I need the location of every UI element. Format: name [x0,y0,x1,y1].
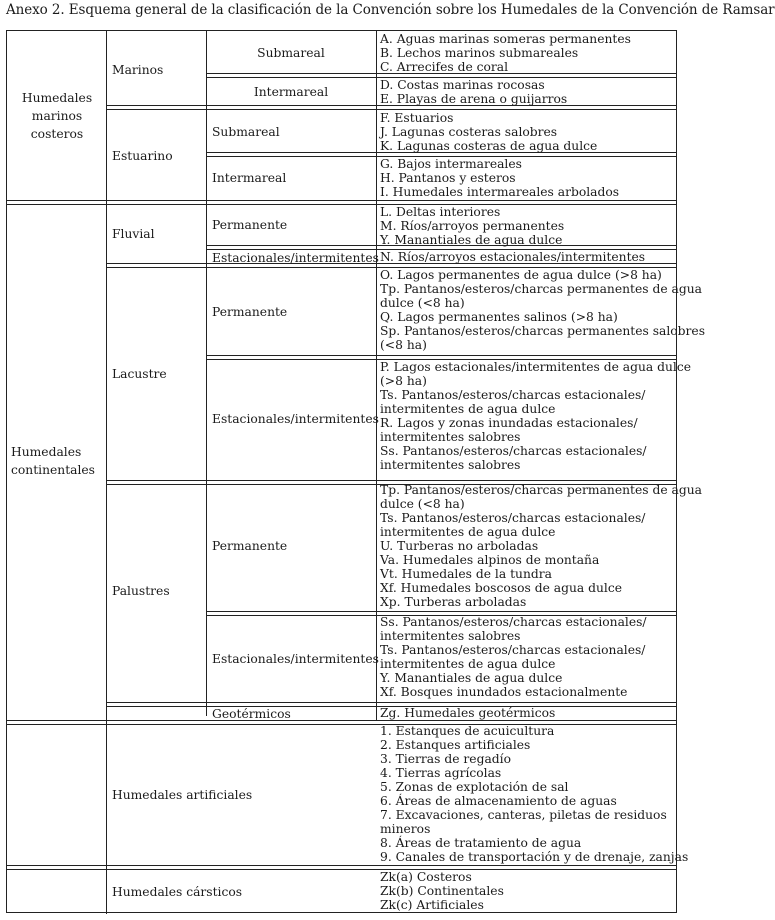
subcategory-estuarino: Estuarino [112,149,173,163]
list-item: H. Pantanos y esteros [380,171,516,185]
list-item: 4. Tierras agrícolas [380,766,502,780]
list-item: O. Lagos permanentes de agua dulce (>8 ha) [380,268,662,282]
list-item: Va. Humedales alpinos de montaña [380,553,600,567]
list-item: 2. Estanques artificiales [380,738,531,752]
col-divider-3 [376,31,377,721]
section-rule [7,720,676,721]
list-item: (<8 ha) [380,338,427,352]
list-item: Tp. Pantanos/esteros/charcas permanentes de agua [380,483,702,497]
list-artificiales [380,724,688,864]
subcategory-fluvial: Fluvial [112,227,155,241]
list-lacustre-estacionales [380,360,691,472]
list-item: Xp. Turberas arboladas [380,595,527,609]
list-item: Ss. Pantanos/esteros/charcas estacionales/ [380,615,647,629]
list-item: Ss. Pantanos/esteros/charcas estacionales/ [380,444,647,458]
list-item: Ts. Pantanos/esteros/charcas estacionales/ [380,643,646,657]
col-divider-2 [206,31,207,716]
list-item: Zk(c) Artificiales [380,898,484,912]
list-item: intermitentes de agua dulce [380,402,556,416]
subcategory-marinos: Marinos [112,63,164,77]
list-item: intermitentes salobres [380,430,521,444]
list-palustres-permanente [380,483,702,609]
type-estacionales-intermitentes: Estacionales/intermitentes [212,412,379,426]
list-item: U. Turberas no arboladas [380,539,539,553]
list-item: 7. Excavaciones, canteras, piletas de residuos [380,808,667,822]
type-estacionales-intermitentes: Estacionales/intermitentes [212,652,379,666]
list-item: G. Bajos intermareales [380,157,522,171]
subcategory-humedales-artificiales: Humedales artificiales [112,788,253,802]
list-item: intermitentes salobres [380,458,521,472]
list-item: Sp. Pantanos/esteros/charcas permanentes salobres [380,324,706,338]
col-divider-1 [106,31,107,914]
list-item: 8. Áreas de tratamiento de agua [380,836,582,850]
list-item: Y. Manantiales de agua dulce [380,671,563,685]
list-carsticos [380,870,504,912]
list-item: F. Estuarios [380,111,454,125]
list-item: A. Aguas marinas someras permanentes [380,32,631,46]
row-rule [106,480,676,481]
row-rule [106,109,676,110]
list-item: 3. Tierras de regadío [380,752,511,766]
list-item: N. Ríos/arroyos estacionales/intermitentes [380,250,646,264]
list-marinos-intermareal [380,78,567,106]
section-rule [7,865,676,866]
list-item: E. Playas de arena o guijarros [380,92,568,106]
category-humedales-marinos-costeros: Humedales marinos costeros [21,91,93,141]
row-rule [206,355,676,356]
row-rule [206,611,676,612]
list-fluvial-estacionales [380,250,645,264]
list-item: L. Deltas interiores [380,205,501,219]
list-item: dulce (<8 ha) [380,497,465,511]
list-item: mineros [380,822,431,836]
list-item: 9. Canales de transportación y de drenaje, zanjas [380,850,689,864]
subcategory-lacustre: Lacustre [112,367,167,381]
type-estacionales-intermitentes: Estacionales/intermitentes [212,251,379,265]
list-item: intermitentes de agua dulce [380,525,556,539]
list-item: Q. Lagos permanentes salinos (>8 ha) [380,310,618,324]
list-item: Xf. Bosques inundados estacionalmente [380,685,628,699]
list-lacustre-permanente [380,268,705,352]
type-intermareal: Intermareal [253,85,329,99]
list-palustres-estacionales [380,615,647,699]
type-intermareal: Intermareal [212,171,287,185]
list-item: Vt. Humedales de la tundra [380,567,552,581]
list-item: 6. Áreas de almacenamiento de aguas [380,794,617,808]
list-item: 5. Zonas de explotación de sal [380,780,569,794]
list-item: B. Lechos marinos submareales [380,46,579,60]
subcategory-humedales-carsticos: Humedales cársticos [112,885,243,899]
type-permanente: Permanente [212,539,288,553]
list-item: Y. Manantiales de agua dulce [380,233,563,247]
list-estuarino-intermareal [380,157,619,199]
subcategory-palustres: Palustres [112,584,170,598]
list-item: Zk(b) Continentales [380,884,504,898]
list-item: 1. Estanques de acuicultura [380,724,555,738]
list-estuarino-submareal [380,111,597,153]
list-item: R. Lagos y zonas inundadas estacionales/ [380,416,638,430]
type-submareal: Submareal [212,125,280,139]
list-item: K. Lagunas costeras de agua dulce [380,139,598,153]
type-permanente: Permanente [212,305,288,319]
list-item: (>8 ha) [380,374,427,388]
list-geotermicos [380,706,555,720]
section-rule [7,869,676,870]
category-humedales-continentales: Humedales continentales [11,445,95,477]
list-item: Ts. Pantanos/esteros/charcas estacionales/ [380,388,646,402]
table-title: Anexo 2. Esquema general de la clasificación de la Convención sobre los Humedales de la Convención de Ramsar [6,2,775,18]
list-item: J. Lagunas costeras salobres [380,125,558,139]
classification-table [6,30,706,913]
list-item: Ts. Pantanos/esteros/charcas estacionales/ [380,511,646,525]
list-item: D. Costas marinas rocosas [380,78,545,92]
list-item: P. Lagos estacionales/intermitentes de agua dulce [380,360,692,374]
list-fluvial-permanente [380,205,564,247]
list-marinos-submareal [380,32,631,74]
list-item: intermitentes de agua dulce [380,657,556,671]
type-submareal: Submareal [257,46,325,60]
type-permanente: Permanente [212,218,288,232]
list-item: I. Humedales intermareales arbolados [380,185,620,199]
section-rule [7,204,676,205]
list-item: Zk(a) Costeros [380,870,472,884]
list-item: M. Ríos/arroyos permanentes [380,219,565,233]
row-rule [106,702,676,703]
section-rule [7,200,676,201]
list-item: Zg. Humedales geotérmicos [380,706,556,720]
list-item: dulce (<8 ha) [380,296,465,310]
list-item: Xf. Humedales boscosos de agua dulce [380,581,623,595]
list-item: intermitentes salobres [380,629,521,643]
list-item: Tp. Pantanos/esteros/charcas permanentes de agua [380,282,702,296]
type-geotermicos: Geotérmicos [212,707,291,721]
list-item: C. Arrecifes de coral [380,60,509,74]
